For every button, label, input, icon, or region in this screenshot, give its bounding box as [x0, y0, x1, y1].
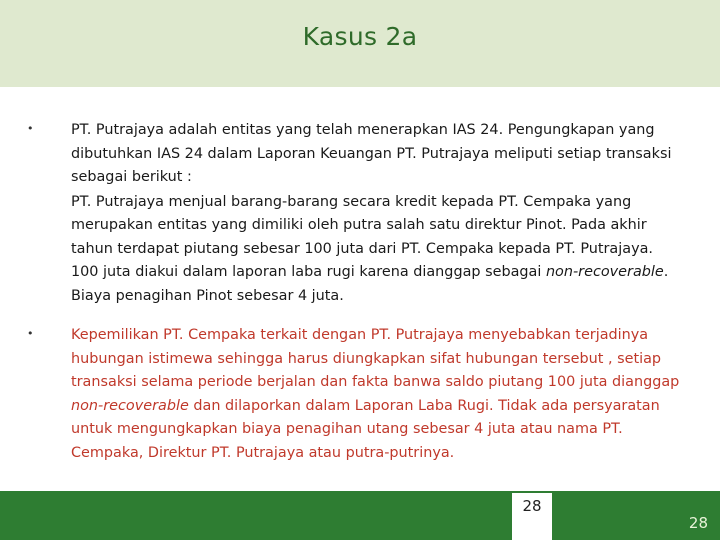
paragraph-case [71, 191, 682, 309]
page-number-center: 28 [512, 493, 552, 540]
bullet-marker: • [27, 122, 34, 135]
answer-text-end: dan dilaporkan dalam Laporan Laba Rugi. Tidak ada persyaratan untuk mengungkapkan biaya penagihan utang sebesar 4 juta atau nama PT. Cempaka, Direktur PT. Putrajaya atau putra-putrinya. [71, 397, 660, 461]
footer-band [0, 491, 720, 540]
title-divider [0, 87, 720, 89]
bullet-item-2 [22, 324, 682, 465]
italic-term: non-recoverable [545, 264, 664, 280]
page-number-footer: 28 [688, 514, 708, 532]
paragraph-intro: PT. Putrajaya adalah entitas yang telah menerapkan IAS 24. Pengungkapan yang dibutuhkan IAS 24 dalam Laporan Keuangan PT. Putrajaya meliputi setiap transaksi sebagai berikut : [71, 122, 672, 185]
paragraph-answer [71, 324, 682, 465]
answer-text-start: Kepemilikan PT. Cempaka terkait dengan PT. Putrajaya menyebabkan terjadinya hubungan istimewa sehingga harus diungkapkan sifat hubungan tersebut , setiap transaksi selama periode berjalan dan fakta banwa saldo piutang 100 juta dianggap [71, 327, 680, 390]
case-text-end: . Biaya penagihan Pinot sebesar 4 juta. [71, 264, 669, 304]
slide-title: Kasus 2a [302, 22, 418, 51]
bullet-item-1 [22, 119, 682, 308]
case-text-start: PT. Putrajaya menjual barang-barang secara kredit kepada PT. Cempaka yang merupakan entitas yang dimiliki oleh putra salah satu direktur Pinot. Pada akhir tahun terdapat piutang sebesar 100 juta dari PT. Cempaka kepada PT. Putrajaya. 100 juta diakui dalam laporan laba rugi karena dianggap sebagai [71, 193, 653, 280]
italic-term: non-recoverable [71, 397, 189, 414]
bullet-marker: • [27, 327, 34, 340]
